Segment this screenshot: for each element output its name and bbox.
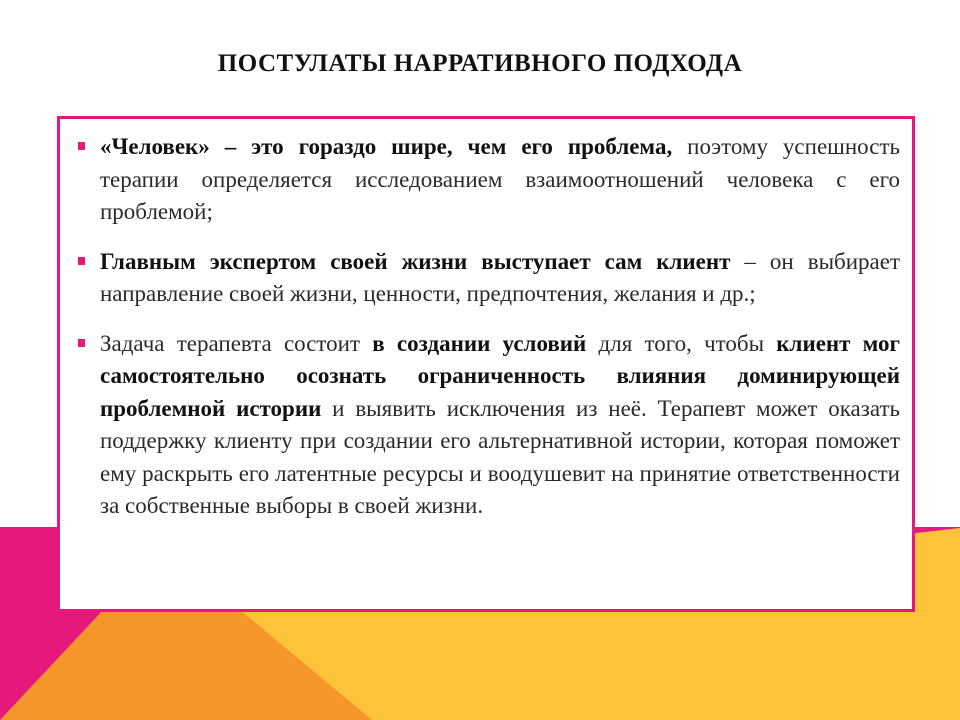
bullet-list [78, 131, 900, 523]
bullet-item [78, 328, 900, 523]
bullet-text: и выявить исключения из неё. Терапевт может оказать поддержку клиенту при создании его альтернативной истории, которая поможет ему раскрыть его латентные ресурсы и воодушевит на принятие ответственности за собственные выборы в своей жизни. [100, 395, 900, 518]
bullet-text: Задача терапевта состоит [100, 330, 373, 356]
bullet-text-bold: в создании условий [372, 330, 587, 356]
bullet-item [78, 131, 900, 229]
bullet-text: – он выбирает направление своей жизни, ценности, предпочтения, желания и др.; [100, 248, 900, 306]
bullet-text-bold: Главным экспертом своей жизни выступает сам клиент [100, 248, 731, 274]
square-bullet-icon [78, 339, 85, 347]
square-bullet-icon [78, 257, 85, 265]
bullet-text-bold: клиент мог самостоятельно осознать ограниченность влияния доминирующей проблемной истории [100, 330, 900, 421]
slide-title: ПОСТУЛАТЫ НАРРАТИВНОГО ПОДХОДА [217, 50, 743, 77]
bullet-text: для того, чтобы [586, 330, 777, 356]
square-bullet-icon [78, 142, 85, 150]
bullet-item [78, 246, 900, 311]
bullet-text: поэтому успешность терапии определяется исследованием взаимоотношений человека с его проблемой; [100, 134, 900, 224]
bullet-text-bold: «Человек» – это гораздо шире, чем его проблема, [100, 134, 673, 159]
content-box [57, 116, 915, 612]
